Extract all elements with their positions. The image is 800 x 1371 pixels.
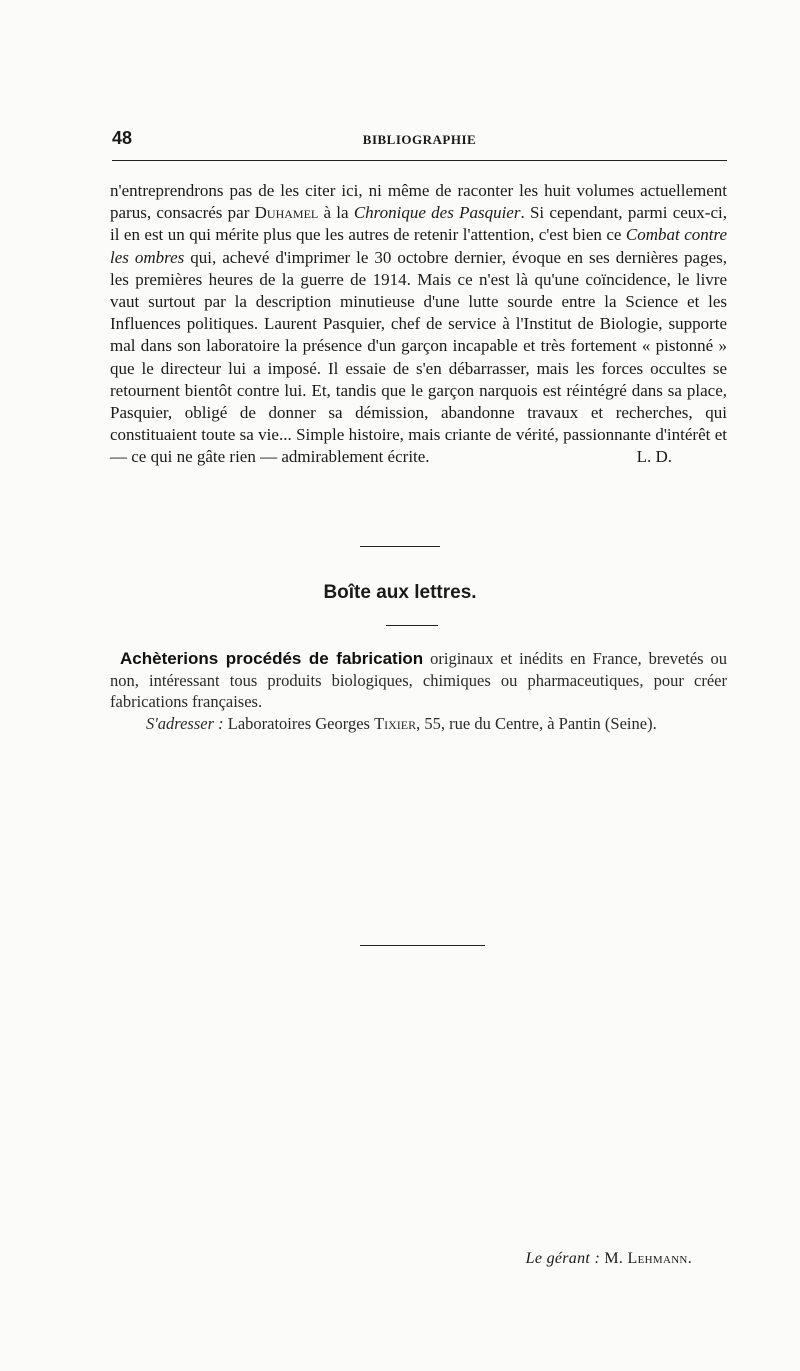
review-text-2: à la [318,203,354,223]
footer-label: Le gérant : [525,1250,601,1267]
review-text-3: . Si cependant, parmi ceux-ci, il en est un qui mérite plus que les autres de retenir l'attention, c'est bien ce [110,203,727,245]
ad-paragraph [110,648,727,713]
footer-end: . [687,1250,692,1267]
running-title: BIBLIOGRAPHIE [362,132,477,147]
review-text-1: n'entreprendrons pas de les citer ici, ni même de raconter les huit volumes actuellement parus, consacrés par [110,181,727,223]
review-signature: L. D. [636,447,672,467]
review-text [110,180,727,469]
ad-contact [110,713,727,735]
title-underline [386,625,438,626]
classified-ad [110,648,727,734]
review-paragraph [110,180,727,469]
footer [526,1250,692,1268]
ad-text: originaux et inédits en France, brevetés ou non, intéressant tous produits biologiques, chimiques ou pharmaceutiques, pour créer fabrications françaises. [110,649,728,711]
header-rule [112,160,727,161]
footer-manager-name: Lehmann [627,1250,688,1267]
section-title: Boîte aux lettres. [323,582,477,603]
page-number: 48 [112,128,133,148]
contact-label: S'adresser : [146,713,224,733]
footer-manager: M. [604,1250,628,1267]
book-title: Combat contre les ombres [110,225,727,267]
review-text-4: qui, achevé d'imprimer le 30 octobre dernier, évoque en ses dernières pages, les premières heures de la guerre de 1914. Mais ce n'est là qu'une coïncidence, le livre vaut surtout par la description minutieuse d'une lutte sourde entre la Science et les Influences politiques. Laurent Pasquier, chef de service à l'Institut de Biologie, supporte mal dans son laboratoire la présence d'un garçon incapable et très fortement « pistonné » que le directeur lui a imposé. Il essaie de s'en débarrasser, mais les forces occultes se retournent bientôt contre lui. Et, tandis que le garçon narquois est réintégré dans sa place, Pasquier, obligé de donner sa démission, abandonne travaux et recherches, qui constituaient toute sa vie... Simple histoire, mais criante de vérité, passionnante d'intérêt et — ce qui ne gâte rien — admirablement écrite. [110,247,727,467]
series-title: Chronique des Pasquier [353,203,521,223]
contact-text-2: , 55, rue du Centre, à Pantin (Seine). [416,713,657,733]
contact-name: Tixier [374,713,417,733]
end-rule [360,945,485,946]
contact-text-1: Laboratoires Georges [223,713,375,733]
ad-lead: Achèterions procédés de fabrication [120,649,424,668]
author-name: Duhamel [254,203,319,223]
separator-rule [360,546,440,547]
page-header [112,128,727,158]
